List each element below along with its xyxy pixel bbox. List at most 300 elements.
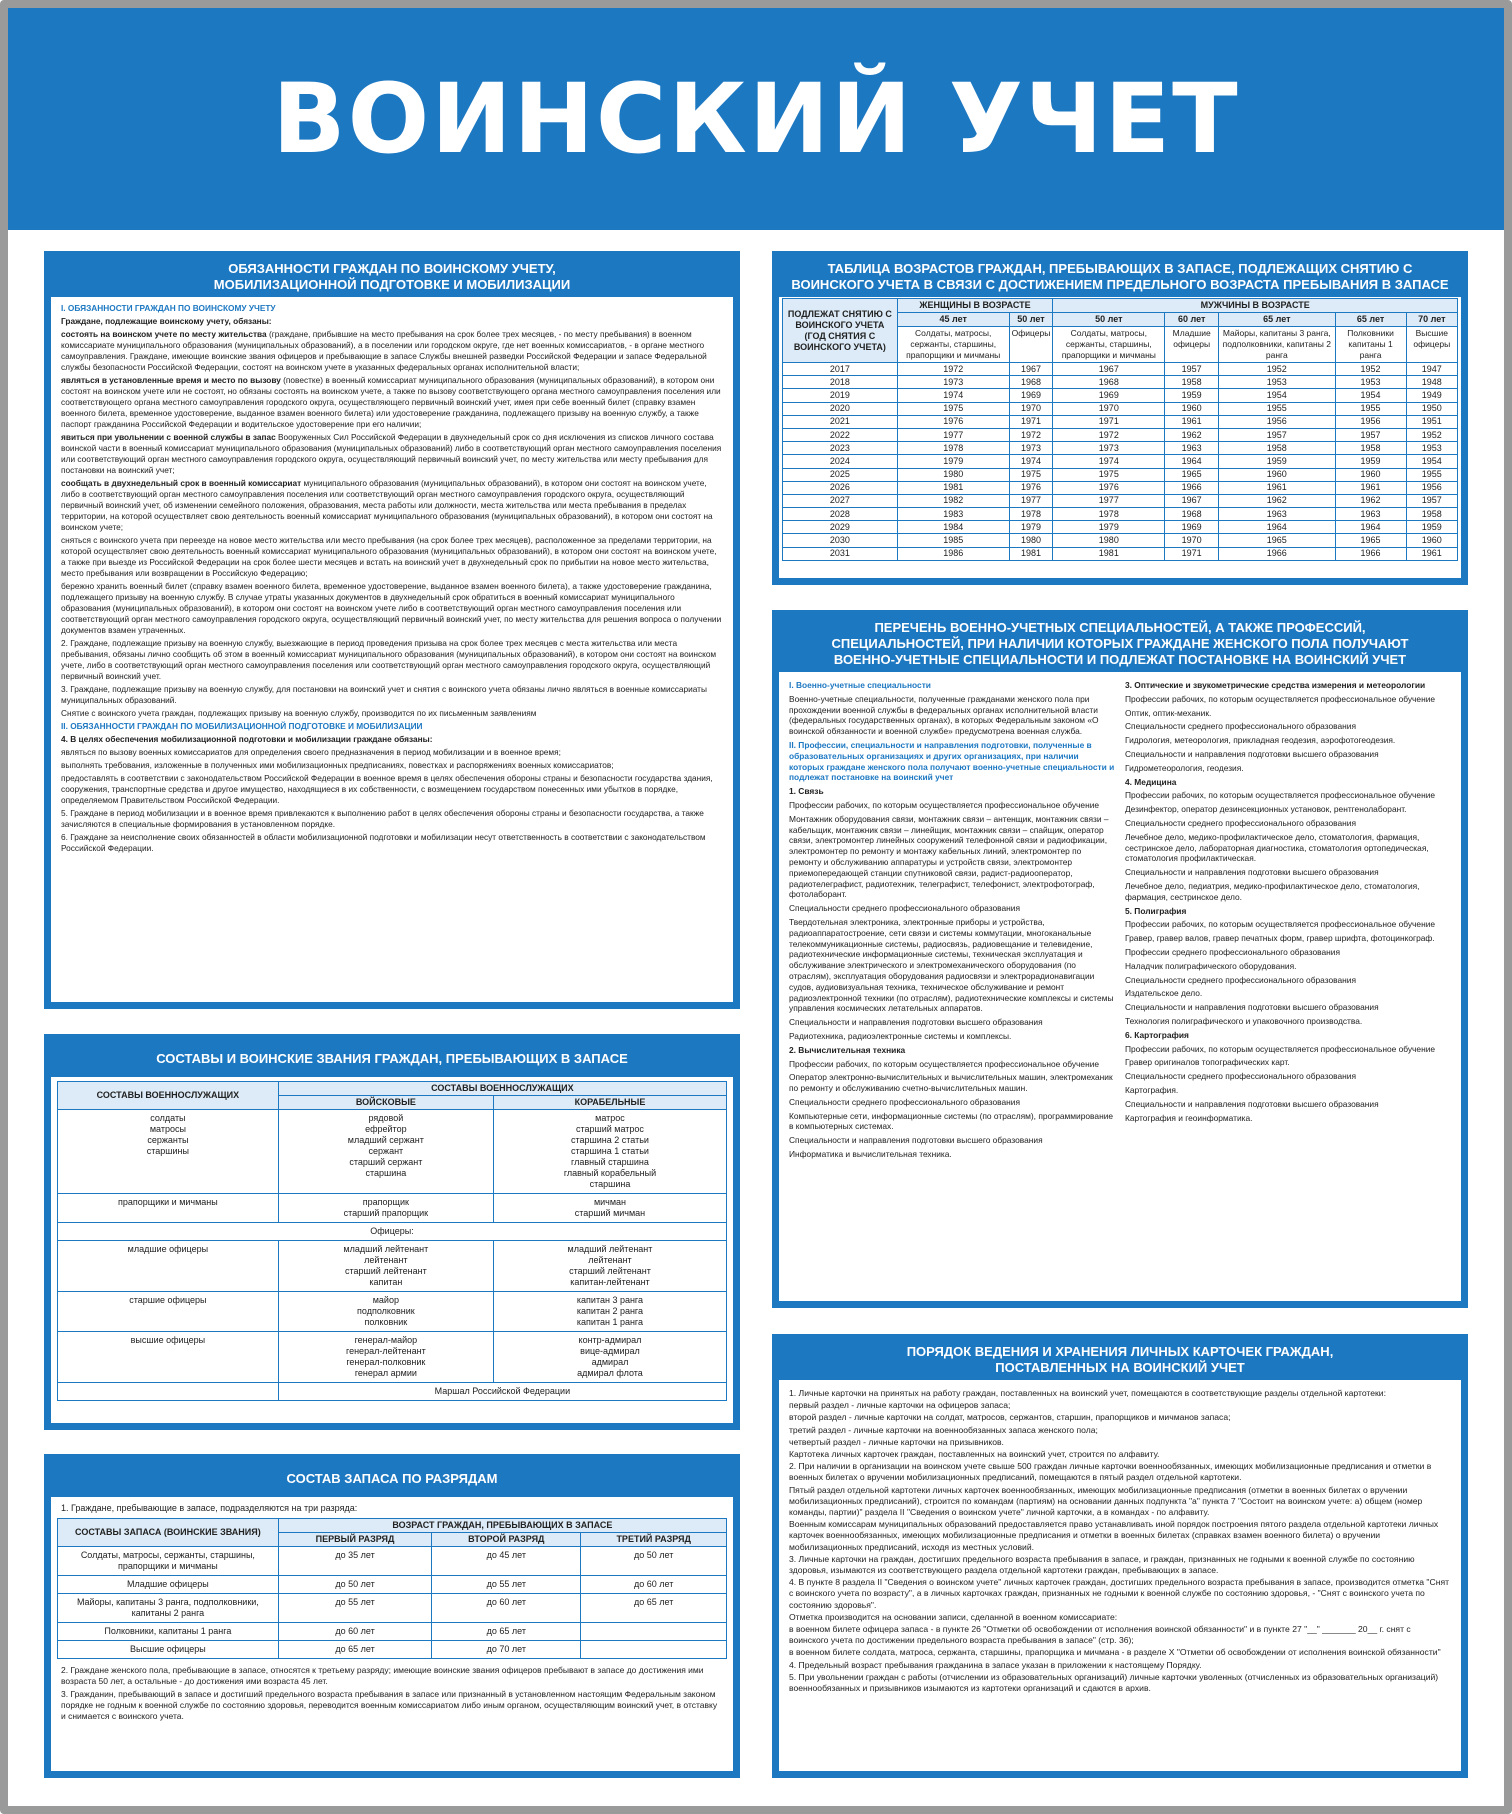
specs-item: Компьютерные сети, информационные системы (по отраслям), программирование в компьютерных системах. bbox=[789, 1110, 1114, 1132]
reserve-cell-r1: до 65 лет bbox=[278, 1641, 432, 1659]
ages-birth-year-cell: 1948 bbox=[1406, 376, 1457, 389]
duties-para: выполнять требования, изложенные в полученных ими мобилизационных предписаниях, повестках и распоряжениях военных комиссариатов; bbox=[61, 760, 614, 770]
table-row bbox=[783, 534, 1458, 547]
specs-item: Гравер, гравер валов, гравер печатных форм, гравер шрифта, фотоцинкограф. bbox=[1125, 933, 1435, 944]
ages-birth-year-cell: 1963 bbox=[1219, 508, 1335, 521]
duties-para: являться по вызову военных комиссариатов для определения своего предназначения в период мобилизации и в военное время; bbox=[61, 747, 561, 757]
ages-panel bbox=[772, 251, 1468, 585]
ages-birth-year-cell: 1977 bbox=[1053, 494, 1165, 507]
ages-age-header: 65 лет bbox=[1219, 313, 1335, 327]
table-row bbox=[58, 1241, 727, 1292]
specs-item: Профессии рабочих, по которым осуществляется профессиональное обучение bbox=[1125, 693, 1436, 704]
reserve-cell-r2: до 60 лет bbox=[432, 1594, 581, 1623]
specs-item: Специальности среднего профессионального образования bbox=[1125, 1071, 1356, 1082]
ages-birth-year-cell: 1950 bbox=[1406, 402, 1457, 415]
ages-birth-year-cell: 1961 bbox=[1219, 481, 1335, 494]
reserve-cell-r3: до 65 лет bbox=[581, 1594, 727, 1623]
ages-year-cell: 2029 bbox=[783, 521, 898, 534]
reserve-cell-name: Младшие офицеры bbox=[58, 1576, 279, 1594]
ages-birth-year-cell: 1961 bbox=[1406, 547, 1457, 560]
ages-birth-year-cell: 1973 bbox=[1009, 442, 1053, 455]
ages-birth-year-cell: 1958 bbox=[1165, 376, 1219, 389]
ages-birth-year-cell: 1970 bbox=[1009, 402, 1053, 415]
cards-para: 4. В пункте 8 раздела II "Сведения о воинском учете" личных карточек граждан, достигших предельного возраста пребывания в запасе, производится отметка "Снят с воинского учета по возрасту", а в личных карточках граждан, признанных не годными к военной службе по состоянию здоровья, - "Снят с воинского учета по состоянию здоровья". bbox=[789, 1577, 1450, 1610]
ranks-cell-army: прапорщик старший прапорщик bbox=[278, 1194, 493, 1223]
ages-birth-year-cell: 1977 bbox=[1009, 494, 1053, 507]
ages-birth-year-cell: 1981 bbox=[1053, 547, 1165, 560]
table-row bbox=[58, 1110, 727, 1194]
ages-birth-year-cell: 1958 bbox=[1219, 442, 1335, 455]
ranks-header-top: СОСТАВЫ ВОЕННОСЛУЖАЩИХ bbox=[278, 1082, 726, 1096]
ages-birth-year-cell: 1957 bbox=[1219, 428, 1335, 441]
ages-birth-year-cell: 1973 bbox=[897, 376, 1009, 389]
ages-category-header: Солдаты, матросы, сержанты, старшины, прапорщики и мичманы bbox=[1053, 327, 1165, 363]
ages-birth-year-cell: 1979 bbox=[897, 455, 1009, 468]
table-row bbox=[783, 521, 1458, 534]
cards-para: второй раздел - личные карточки на солдат, матросов, сержантов, старшин, прапорщиков и мичманов запаса; bbox=[789, 1412, 1231, 1423]
specs-item: I. Военно-учетные специальности bbox=[789, 680, 931, 690]
ages-birth-year-cell: 1960 bbox=[1335, 468, 1406, 481]
duties-para: бережно хранить военный билет (справку взамен военного билета, временное удостоверение, выданное взамен военного билета), а также удостоверение гражданина, подлежащего призыву на военную службу. В случае утраты указанных документов в двухнедельный срок обратиться в военный комиссариат муниципального образования (муниципальных образований), в котором они состоят на воинском учете либо в соответствующий орган местного самоуправления поселения или соответствующий орган местного самоуправления городского округа, осуществляющий первичный воинский учет, по месту жительства для решения вопроса о получении документов взамен утраченных. bbox=[61, 581, 722, 635]
ages-birth-year-cell: 1953 bbox=[1335, 376, 1406, 389]
ranks-cell-comp: старшие офицеры bbox=[58, 1292, 279, 1332]
duties-panel bbox=[44, 251, 740, 1009]
ages-birth-year-cell: 1974 bbox=[1009, 455, 1053, 468]
duties-para: Снятие с воинского учета граждан, подлежащих призыву на военную службу, производится по их письменным заявлениям bbox=[61, 708, 537, 718]
specs-item: Оптик, оптик-механик. bbox=[1125, 707, 1212, 718]
reserve-cell-r3 bbox=[581, 1623, 727, 1641]
specs-item: Профессии рабочих, по которым осуществляется профессиональное обучение bbox=[789, 799, 1100, 810]
specs-column-right bbox=[1125, 680, 1451, 1163]
reserve-cell-r1: до 60 лет bbox=[278, 1623, 432, 1641]
ages-birth-year-cell: 1959 bbox=[1165, 389, 1219, 402]
duties-para: 3. Граждане, подлежащие призыву на военную службу, для постановки на воинский учет и снятия с воинского учета обязаны лично являться в военные комиссариаты муниципальных образований. bbox=[61, 684, 707, 705]
ages-year-cell: 2021 bbox=[783, 415, 898, 428]
reserve-panel bbox=[44, 1454, 740, 1778]
reserve-header-3: ТРЕТИЙ РАЗРЯД bbox=[581, 1533, 727, 1547]
ages-year-cell: 2023 bbox=[783, 442, 898, 455]
ranks-cell-navy: матрос старший матрос старшина 2 статьи старшина 1 статьи главный старшина главный корабельный старшина bbox=[493, 1110, 726, 1194]
ages-birth-year-cell: 1964 bbox=[1335, 521, 1406, 534]
specs-item: Картография и геоинформатика. bbox=[1125, 1112, 1253, 1123]
cards-title: ПОРЯДОК ВЕДЕНИЯ И ХРАНЕНИЯ ЛИЧНЫХ КАРТОЧЕК ГРАЖДАН, ПОСТАВЛЕННЫХ НА ВОИНСКИЙ УЧЕТ bbox=[779, 1341, 1461, 1380]
ages-birth-year-cell: 1977 bbox=[897, 428, 1009, 441]
ages-birth-year-cell: 1953 bbox=[1219, 376, 1335, 389]
ranks-cell-army: генерал-майор генерал-лейтенант генерал-полковник генерал армии bbox=[278, 1332, 493, 1383]
specs-item: 1. Связь bbox=[789, 786, 824, 797]
ages-birth-year-cell: 1984 bbox=[897, 521, 1009, 534]
table-row bbox=[58, 1332, 727, 1383]
ages-birth-year-cell: 1957 bbox=[1335, 428, 1406, 441]
ages-birth-year-cell: 1964 bbox=[1165, 455, 1219, 468]
ages-birth-year-cell: 1970 bbox=[1165, 534, 1219, 547]
duties-para: 2. Граждане, подлежащие призыву на военную службу, выезжающие в период проведения призыва на срок более трех месяцев с места жительства или места пребывания, обязаны лично сообщить об этом в военный комиссариат муниципального образования (муниципальных образований), в котором они состоят на воинском учете, либо в соответствующий орган местного самоуправления поселения или соответствующий орган местного самоуправления городского округа, осуществляющий первичный воинский учет. bbox=[61, 638, 717, 681]
duties-para: предоставлять в соответствии с законодательством Российской Федерации в военное время в целях обеспечения обороны страны и безопасности государства здания, сооружения, транспортные средства и другое имущество, находящиеся в их собственности, с возмещением государством понесенных ими убытков в порядке, определяемом Правительством Российской Федерации. bbox=[61, 773, 713, 805]
ranks-cell-comp: высшие офицеры bbox=[58, 1332, 279, 1383]
ages-birth-year-cell: 1951 bbox=[1406, 415, 1457, 428]
ages-birth-year-cell: 1957 bbox=[1165, 363, 1219, 376]
table-row bbox=[58, 1292, 727, 1332]
reserve-title: СОСТАВ ЗАПАСА ПО РАЗРЯДАМ bbox=[51, 1461, 733, 1497]
specs-item: Специальности среднего профессионального образования bbox=[789, 1096, 1020, 1107]
ages-birth-year-cell: 1971 bbox=[1053, 415, 1165, 428]
duties-para: 6. Граждане за неисполнение своих обязанностей в области мобилизационной подготовки и мобилизации несут ответственность в соответствии с законодательством Российской Федерации. bbox=[61, 832, 706, 853]
cards-para: Военным комиссарам муниципальных образований предоставляется право устанавливать иной порядок построения пятого раздела отдельной картотеки личных карточек военнообязанных, имеющих мобилизационные предписания и отметки в военных билетах (справках взамен военного билета) о вручении мобилизационных предписаний, исходя из местных условий. bbox=[789, 1519, 1439, 1552]
ranks-officers-label: Офицеры: bbox=[58, 1223, 727, 1241]
ages-birth-year-cell: 1979 bbox=[1009, 521, 1053, 534]
ages-birth-year-cell: 1972 bbox=[897, 363, 1009, 376]
duties-section-2: II. ОБЯЗАННОСТИ ГРАЖДАН ПО МОБИЛИЗАЦИОННОЙ ПОДГОТОВКЕ И МОБИЛИЗАЦИИ bbox=[61, 721, 423, 731]
ages-birth-year-cell: 1960 bbox=[1219, 468, 1335, 481]
table-row bbox=[58, 1594, 727, 1623]
ages-birth-year-cell: 1956 bbox=[1335, 415, 1406, 428]
specs-item: 3. Оптические и звукометрические средства измерения и метеорологии bbox=[1125, 680, 1426, 690]
ranks-marshal-row bbox=[58, 1383, 727, 1401]
ages-birth-year-cell: 1974 bbox=[897, 389, 1009, 402]
ages-year-cell: 2018 bbox=[783, 376, 898, 389]
ages-birth-year-cell: 1980 bbox=[1053, 534, 1165, 547]
table-row bbox=[783, 415, 1458, 428]
ages-birth-year-cell: 1965 bbox=[1165, 468, 1219, 481]
ages-birth-year-cell: 1952 bbox=[1335, 363, 1406, 376]
ages-birth-year-cell: 1969 bbox=[1009, 389, 1053, 402]
ages-birth-year-cell: 1971 bbox=[1165, 547, 1219, 560]
specs-item: Специальности и направления подготовки высшего образования bbox=[789, 1135, 1043, 1146]
reserve-header-top: ВОЗРАСТ ГРАЖДАН, ПРЕБЫВАЮЩИХ В ЗАПАСЕ bbox=[278, 1519, 726, 1533]
ages-birth-year-cell: 1976 bbox=[1053, 481, 1165, 494]
ages-birth-year-cell: 1967 bbox=[1165, 494, 1219, 507]
ranks-marshal-label: Маршал Российской Федерации bbox=[278, 1383, 726, 1401]
ages-birth-year-cell: 1982 bbox=[897, 494, 1009, 507]
cards-para: третий раздел - личные карточки на военнообязанных запаса женского пола; bbox=[789, 1424, 1098, 1435]
ages-birth-year-cell: 1978 bbox=[1053, 508, 1165, 521]
ages-year-cell: 2026 bbox=[783, 481, 898, 494]
ages-birth-year-cell: 1980 bbox=[1009, 534, 1053, 547]
specs-item: Специальности среднего профессионального образования bbox=[1125, 974, 1356, 985]
ages-category-header: Младшие офицеры bbox=[1165, 327, 1219, 363]
reserve-note-2: 2. Граждане женского пола, пребывающие в запасе, относятся к третьему разряду; имеющие воинские звания офицеров пребывают в запасе до достижения ими возраста 50 лет, а остальные - до достижения ими возраста 45 лет. bbox=[61, 1665, 704, 1686]
reserve-cell-r1: до 55 лет bbox=[278, 1594, 432, 1623]
ages-birth-year-cell: 1980 bbox=[897, 468, 1009, 481]
specs-item: Специальности среднего профессионального образования bbox=[1125, 721, 1356, 732]
cards-para: Отметка производится на основании записи, сделанной в военном комиссариате: bbox=[789, 1611, 1118, 1622]
specs-item: Гравер оригиналов топографических карт. bbox=[1125, 1057, 1290, 1068]
ages-age-header: 50 лет bbox=[1053, 313, 1165, 327]
table-row bbox=[58, 1194, 727, 1223]
ranks-panel bbox=[44, 1034, 740, 1430]
ages-year-cell: 2020 bbox=[783, 402, 898, 415]
ages-header-year: ПОДЛЕЖАТ СНЯТИЮ С ВОИНСКОГО УЧЕТА (ГОД СНЯТИЯ С ВОИНСКОГО УЧЕТА) bbox=[783, 299, 898, 363]
reserve-cell-name: Полковники, капитаны 1 ранга bbox=[58, 1623, 279, 1641]
duties-para: сообщать в двухнедельный срок в военный комиссариат муниципального образования (муниципальных образований), в котором они состоят на воинском учете, либо в соответствующий орган местного самоуправления поселения или соответствующий орган местного самоуправления городского округа, осуществляющий первичный воинский учет, об изменении семейного положения, образования, места работы или должности, места жительства или места пребывания в пределах территории, на которой осуществляет свою деятельность военный комиссариат муниципального образования (муниципальных образований), в котором они состоят на воинском учете; bbox=[61, 478, 713, 532]
cards-para: первый раздел - личные карточки на офицеров запаса; bbox=[789, 1400, 1011, 1411]
reserve-header-1: ПЕРВЫЙ РАЗРЯД bbox=[278, 1533, 432, 1547]
ages-year-cell: 2019 bbox=[783, 389, 898, 402]
duties-para: 4. В целях обеспечения мобилизационной подготовки и мобилизации граждане обязаны: bbox=[61, 734, 433, 744]
ages-birth-year-cell: 1962 bbox=[1335, 494, 1406, 507]
table-row bbox=[783, 494, 1458, 507]
ages-birth-year-cell: 1954 bbox=[1406, 455, 1457, 468]
ages-birth-year-cell: 1959 bbox=[1219, 455, 1335, 468]
header-banner bbox=[8, 8, 1504, 230]
ranks-header-army: ВОЙСКОВЫЕ bbox=[278, 1096, 493, 1110]
table-row bbox=[783, 376, 1458, 389]
specs-item: Специальности среднего профессионального образования bbox=[1125, 817, 1356, 828]
ages-birth-year-cell: 1966 bbox=[1219, 547, 1335, 560]
ages-birth-year-cell: 1981 bbox=[897, 481, 1009, 494]
ages-birth-year-cell: 1963 bbox=[1335, 508, 1406, 521]
reserve-cell-r2: до 70 лет bbox=[432, 1641, 581, 1659]
table-row bbox=[783, 455, 1458, 468]
ranks-cell-army: майор подполковник полковник bbox=[278, 1292, 493, 1332]
ages-birth-year-cell: 1958 bbox=[1335, 442, 1406, 455]
specs-item: Картография. bbox=[1125, 1084, 1179, 1095]
specs-item: Профессии среднего профессионального образования bbox=[1125, 946, 1340, 957]
ages-birth-year-cell: 1971 bbox=[1009, 415, 1053, 428]
table-row bbox=[58, 1623, 727, 1641]
reserve-cell-r3 bbox=[581, 1641, 727, 1659]
specs-column-left bbox=[789, 680, 1115, 1163]
duties-section-1: I. ОБЯЗАННОСТИ ГРАЖДАН ПО ВОИНСКОМУ УЧЕТУ bbox=[61, 303, 276, 313]
ages-birth-year-cell: 1952 bbox=[1406, 428, 1457, 441]
ages-age-header: 60 лет bbox=[1165, 313, 1219, 327]
duties-para: состоять на воинском учете по месту жительства (граждане, прибывшие на место пребывания на срок более трех месяцев, - по месту пребывания) в военном комиссариате муниципального образования (муниципальных образований), а в поселении или городском округе, где нет военных комиссариатов, - в органе местного самоуправления. Граждане, имеющие воинские звания офицеров и пребывающие в запасе Службы внешней разведки Российской Федерации и запасе Федеральной службы безопасности Российской Федерации, состоят на воинском учете в указанных федеральных органах исполнительной власти; bbox=[61, 329, 707, 372]
ages-category-header: Майоры, капитаны 3 ранга, подполковники, капитаны 2 ранга bbox=[1219, 327, 1335, 363]
ages-birth-year-cell: 1965 bbox=[1219, 534, 1335, 547]
ranks-header-navy: КОРАБЕЛЬНЫЕ bbox=[493, 1096, 726, 1110]
ranks-cell-comp: прапорщики и мичманы bbox=[58, 1194, 279, 1223]
duties-title: ОБЯЗАННОСТИ ГРАЖДАН ПО ВОИНСКОМУ УЧЕТУ, МОБИЛИЗАЦИОННОЙ ПОДГОТОВКЕ И МОБИЛИЗАЦИИ bbox=[51, 258, 733, 297]
ranks-cell-army: младший лейтенант лейтенант старший лейтенант капитан bbox=[278, 1241, 493, 1292]
ages-birth-year-cell: 1966 bbox=[1165, 481, 1219, 494]
specs-item: Специальности и направления подготовки высшего образования bbox=[1125, 748, 1379, 759]
ages-birth-year-cell: 1964 bbox=[1219, 521, 1335, 534]
cards-para: 3. Личные карточки на граждан, достигших предельного возраста пребывания в запасе, и граждан, признанных не годными к военной службе по состоянию здоровья, изымаются из соответствующего раздела отдельной картотеки граждан, пребывающих в запасе. bbox=[789, 1553, 1415, 1576]
ages-birth-year-cell: 1985 bbox=[897, 534, 1009, 547]
reserve-table bbox=[57, 1518, 727, 1659]
duties-lead: Граждане, подлежащие воинскому учету, обязаны: bbox=[61, 316, 272, 326]
ranks-officers-row bbox=[58, 1223, 727, 1241]
specs-item: Гидрология, метеорология, прикладная геодезия, аэрофотогеодезия. bbox=[1125, 735, 1396, 746]
ages-category-header: Высшие офицеры bbox=[1406, 327, 1457, 363]
duties-para: явиться при увольнении с военной службы в запас Вооруженных Сил Российской Федерации в двухнедельный срок со дня исключения из списков личного состава воинской части в военный комиссариат муниципального образования (муниципальных образований) либо в соответствующий орган местного самоуправления поселения или соответствующий орган местного самоуправления городского округа, осуществляющий первичный воинский учет, по месту жительства или месту пребывания для постановки на воинский учет; bbox=[61, 432, 722, 475]
reserve-intro: 1. Граждане, пребывающие в запасе, подразделяются на три разряда: bbox=[61, 1503, 358, 1513]
specs-item: Информатика и вычислительная техника. bbox=[789, 1149, 952, 1160]
ages-age-header: 50 лет bbox=[1009, 313, 1053, 327]
ages-year-cell: 2028 bbox=[783, 508, 898, 521]
ages-birth-year-cell: 1962 bbox=[1219, 494, 1335, 507]
ages-birth-year-cell: 1986 bbox=[897, 547, 1009, 560]
table-row bbox=[58, 1641, 727, 1659]
duties-para: сняться с воинского учета при переезде на новое место жительства или место пребывания (на срок более трех месяцев), расположенное за пределами территории, на которой осуществляет свою деятельность военный комиссариат муниципального образования (муниципальных образований), в котором они состоят на воинском учете, а также при выезде из Российской Федерации на срок более шести месяцев и встать на воинский учет в двухнедельный срок по прибытии на новое место жительства, место пребывания или возвращении в Российскую Федерацию; bbox=[61, 535, 717, 578]
ages-year-cell: 2022 bbox=[783, 428, 898, 441]
ages-birth-year-cell: 1975 bbox=[897, 402, 1009, 415]
ages-birth-year-cell: 1954 bbox=[1219, 389, 1335, 402]
specs-item: Наладчик полиграфического оборудования. bbox=[1125, 960, 1297, 971]
specs-item: Твердотельная электроника, электронные приборы и устройства, радиоаппаратостроение, сети связи и системы коммутации, многоканальные телекоммуникационные системы, радиосвязь, радиовещание и телевидение, радиотехнические информационные системы, техническая эксплуатация и обслуживание электрического и электромеханического оборудования (по отраслям), эксплуатация оборудования радиосвязи и электрорадионавигации судов, аудиовизуальная техника, техническое обслуживание и ремонт радиоэлектронной техники (по отраслям), радиотехнические комплексы и системы управления космических летательных аппаратов. bbox=[789, 916, 1114, 1014]
ages-birth-year-cell: 1947 bbox=[1406, 363, 1457, 376]
ages-year-cell: 2027 bbox=[783, 494, 898, 507]
ages-birth-year-cell: 1978 bbox=[897, 442, 1009, 455]
ages-birth-year-cell: 1959 bbox=[1406, 521, 1457, 534]
ages-birth-year-cell: 1956 bbox=[1219, 415, 1335, 428]
cards-para: 1. Личные карточки на принятых на работу граждан, поставленных на воинский учет, помещаются в соответствующие разделы отдельной картотеки: bbox=[789, 1388, 1386, 1398]
ages-birth-year-cell: 1972 bbox=[1009, 428, 1053, 441]
ages-birth-year-cell: 1953 bbox=[1406, 442, 1457, 455]
ages-birth-year-cell: 1955 bbox=[1335, 402, 1406, 415]
table-row bbox=[58, 1547, 727, 1576]
duties-para: 5. Граждане в период мобилизации и в военное время привлекаются к выполнению работ в целях обеспечения обороны страны и безопасности государства, а также зачисляются в специальные формирования в установленном порядке. bbox=[61, 808, 704, 829]
reserve-header-2: ВТОРОЙ РАЗРЯД bbox=[432, 1533, 581, 1547]
ages-birth-year-cell: 1974 bbox=[1053, 455, 1165, 468]
ages-birth-year-cell: 1976 bbox=[897, 415, 1009, 428]
specs-panel bbox=[772, 610, 1468, 1308]
specs-item: Оператор электронно-вычислительных и вычислительных машин, электромеханик по ремонту и обслуживанию счетно-вычислительных машин. bbox=[789, 1072, 1113, 1094]
ages-year-cell: 2031 bbox=[783, 547, 898, 560]
ages-birth-year-cell: 1962 bbox=[1165, 428, 1219, 441]
cards-panel bbox=[772, 1334, 1468, 1778]
ages-birth-year-cell: 1973 bbox=[1053, 442, 1165, 455]
specs-item: Лечебное дело, медико-профилактическое дело, стоматология, фармация, сестринское дело, лабораторная диагностика, стоматология ортопедическая, стоматология профилактическая. bbox=[1125, 831, 1429, 864]
specs-item: Монтажник оборудования связи, монтажник связи – антенщик, монтажник связи – кабельщик, монтажник связи – линейщик, монтажник связи – спайщик, оператор связи, электромонтер линейных сооружений телефонной связи и радиофикации, электромонтер по ремонту и монтажу кабельных линий, электромонтер по ремонту и обслуживанию аппаратуры и устройств связи, электромонтер приемопередающей станции спутниковой связи, радист-радиооператор, радиотелеграфист, радиотехник, телеграфист, телефонист, электрофотограф, фотолаборант. bbox=[789, 813, 1109, 900]
ages-birth-year-cell: 1965 bbox=[1335, 534, 1406, 547]
ages-age-header: 70 лет bbox=[1406, 313, 1457, 327]
table-row bbox=[783, 428, 1458, 441]
ages-birth-year-cell: 1969 bbox=[1165, 521, 1219, 534]
reserve-cell-name: Высшие офицеры bbox=[58, 1641, 279, 1659]
ages-birth-year-cell: 1975 bbox=[1009, 468, 1053, 481]
ages-birth-year-cell: 1949 bbox=[1406, 389, 1457, 402]
reserve-header-left: СОСТАВЫ ЗАПАСА (ВОИНСКИЕ ЗВАНИЯ) bbox=[58, 1519, 279, 1547]
ages-header-women: ЖЕНЩИНЫ В ВОЗРАСТЕ bbox=[897, 299, 1053, 313]
reserve-note-3: 3. Гражданин, пребывающий в запасе и достигший предельного возраста пребывания в запасе или признанный в установленном настоящим Федеральным законом порядке не годным к военной службе по состоянию здоровья, переводится военным комиссариатом либо иным органом, осуществляющим воинский учет, в отставку и снимается с воинского учета. bbox=[61, 1689, 718, 1721]
ages-birth-year-cell: 1961 bbox=[1165, 415, 1219, 428]
table-row bbox=[783, 402, 1458, 415]
specs-item: Профессии рабочих, по которым осуществляется профессиональное обучение bbox=[1125, 790, 1436, 801]
specs-item: Радиотехника, радиоэлектронные системы и комплексы. bbox=[789, 1030, 1012, 1041]
reserve-cell-r1: до 35 лет bbox=[278, 1547, 432, 1576]
table-row bbox=[783, 468, 1458, 481]
ranks-header-left: СОСТАВЫ ВОЕННОСЛУЖАЩИХ bbox=[58, 1082, 279, 1110]
cards-para: четвертый раздел - личные карточки на призывников. bbox=[789, 1436, 1004, 1447]
ranks-cell-navy: младший лейтенант лейтенант старший лейтенант капитан-лейтенант bbox=[493, 1241, 726, 1292]
ranks-cell-comp: солдаты матросы сержанты старшины bbox=[58, 1110, 279, 1194]
ages-birth-year-cell: 1978 bbox=[1009, 508, 1053, 521]
table-row bbox=[783, 363, 1458, 376]
specs-item: Специальности и направления подготовки высшего образования bbox=[1125, 867, 1379, 878]
specs-item: Технология полиграфического и упаковочного производства. bbox=[1125, 1015, 1363, 1026]
ages-birth-year-cell: 1961 bbox=[1335, 481, 1406, 494]
ages-age-header: 65 лет bbox=[1335, 313, 1406, 327]
specs-title: ПЕРЕЧЕНЬ ВОЕННО-УЧЕТНЫХ СПЕЦИАЛЬНОСТЕЙ, А ТАКЖЕ ПРОФЕССИЙ, СПЕЦИАЛЬНОСТЕЙ, ПРИ НАЛИЧИИ КОТОРЫХ ГРАЖДАНЕ ЖЕНСКОГО ПОЛА ПОЛУЧАЮТ ВОЕННО-УЧЕТНЫЕ СПЕЦИАЛЬНОСТИ И ПОДЛЕЖАТ ПОСТАНОВКЕ НА ВОИНСКИЙ УЧЕТ bbox=[779, 617, 1461, 672]
specs-item: Гидрометеорология, геодезия. bbox=[1125, 762, 1244, 773]
ages-birth-year-cell: 1969 bbox=[1053, 389, 1165, 402]
specs-item: 4. Медицина bbox=[1125, 776, 1177, 787]
ages-birth-year-cell: 1960 bbox=[1165, 402, 1219, 415]
ages-header-men: МУЖЧИНЫ В ВОЗРАСТЕ bbox=[1053, 299, 1458, 313]
specs-item: Специальности и направления подготовки высшего образования bbox=[789, 1017, 1043, 1028]
ages-birth-year-cell: 1968 bbox=[1053, 376, 1165, 389]
specs-item: Профессии рабочих, по которым осуществляется профессиональное обучение bbox=[789, 1058, 1100, 1069]
ranks-cell-army: рядовой ефрейтор младший сержант сержант старший сержант старшина bbox=[278, 1110, 493, 1194]
ages-birth-year-cell: 1957 bbox=[1406, 494, 1457, 507]
ages-birth-year-cell: 1981 bbox=[1009, 547, 1053, 560]
reserve-cell-r3: до 50 лет bbox=[581, 1547, 727, 1576]
reserve-cell-r2: до 55 лет bbox=[432, 1576, 581, 1594]
ages-birth-year-cell: 1967 bbox=[1053, 363, 1165, 376]
specs-item: Профессии рабочих, по которым осуществляется профессиональное обучение bbox=[1125, 919, 1436, 930]
specs-item: 2. Вычислительная техника bbox=[789, 1044, 906, 1055]
ages-birth-year-cell: 1959 bbox=[1335, 455, 1406, 468]
table-row bbox=[783, 442, 1458, 455]
ages-birth-year-cell: 1970 bbox=[1053, 402, 1165, 415]
duties-para: являться в установленные время и место по вызову (повестке) в военный комиссариат муниципального образования (муниципальных образований), в котором они состоят на воинском учете или не состоят, но обязаны состоять на воинском учете, а также по вызову соответствующего органа местного самоуправления поселения или соответствующего органа местного самоуправления городского округа, осуществляющего первичный воинский учет, имея при себе военный билет (справку взамен военного билета, временное удостоверение, выданное взамен военного билета) или удостоверение гражданина, подлежащего призыву на военную службу, а также паспорт гражданина Российской Федерации и водительское удостоверение при его наличии; bbox=[61, 375, 721, 429]
reserve-cell-r1: до 50 лет bbox=[278, 1576, 432, 1594]
ages-category-header: Полковники капитаны 1 ранга bbox=[1335, 327, 1406, 363]
ages-birth-year-cell: 1968 bbox=[1165, 508, 1219, 521]
table-row bbox=[783, 389, 1458, 402]
cards-para: в военном билете солдата, матроса, сержанта, старшины, прапорщика и мичмана - в разделе X "Отметки об освобождении от исполнения воинской обязанности" bbox=[789, 1647, 1441, 1658]
ages-age-header: 45 лет bbox=[897, 313, 1009, 327]
ages-birth-year-cell: 1956 bbox=[1406, 481, 1457, 494]
ages-birth-year-cell: 1960 bbox=[1406, 534, 1457, 547]
ages-table bbox=[782, 298, 1458, 561]
ranks-table bbox=[57, 1081, 727, 1401]
reserve-cell-r2: до 65 лет bbox=[432, 1623, 581, 1641]
ranks-cell-navy: мичман старший мичман bbox=[493, 1194, 726, 1223]
cards-para: Картотека личных карточек граждан, поставленных на воинский учет, строится по алфавиту. bbox=[789, 1449, 1160, 1460]
cards-para: 5. При увольнении граждан с работы (отчислении из образовательных организаций) личные карточки уволенных (отчисленных из образовательных организаций) военнообязанных и призывников изымаются из картотеки организаций и сдаются в архив. bbox=[789, 1671, 1439, 1694]
ages-birth-year-cell: 1952 bbox=[1219, 363, 1335, 376]
specs-item: II. Профессии, специальности и направления подготовки, полученные в образовательных организациях и других организациях, при наличии которых граждане женского пола получают военно-учетные специальности и подлежат постановке на воинский учет bbox=[789, 739, 1115, 783]
ages-birth-year-cell: 1967 bbox=[1009, 363, 1053, 376]
specs-item: Специальности и направления подготовки высшего образования bbox=[1125, 1002, 1379, 1013]
ranks-cell-navy: капитан 3 ранга капитан 2 ранга капитан 1 ранга bbox=[493, 1292, 726, 1332]
specs-item: Военно-учетные специальности, полученные гражданами женского пола при прохождении военной службы в федеральных органах исполнительной власти (федеральных государственных органах), в которых Федеральным законом «О воинской обязанности и военной службе» предусмотрена военная служба. bbox=[789, 693, 1099, 737]
specs-item: Лечебное дело, педиатрия, медико-профилактическое дело, стоматология, фармация, сестринское дело. bbox=[1125, 880, 1420, 902]
cards-para: Пятый раздел отдельной картотеки личных карточек военнообязанных, имеющих мобилизационные предписания (отметки в военных билетах о вручении мобилизационных предписаний), строится по командам (партиям) на основании данных подпункта "а" пункта 7 "Состоит на воинском учете: а) общем (номер команды, партии)" раздела II "Сведения о воинском учете" личной карточки, а в командах - по алфавиту. bbox=[789, 1484, 1423, 1518]
ages-birth-year-cell: 1968 bbox=[1009, 376, 1053, 389]
cards-para: 2. При наличии в организации на воинском учете свыше 500 граждан личные карточки военнообязанных, имеющих мобилизационные предписания и отметки в военных билетах о вручении мобилизационных предписаний, помещаются в пятый раздел отдельной картотеки. bbox=[789, 1461, 1432, 1483]
specs-item: Дезинфектор, оператор дезинсекционных установок, рентгенолаборант. bbox=[1125, 804, 1407, 815]
ages-birth-year-cell: 1963 bbox=[1165, 442, 1219, 455]
cards-para: 4. Предельный возраст пребывания гражданина в запасе указан в приложении к настоящему Порядку. bbox=[789, 1659, 1202, 1670]
ages-birth-year-cell: 1954 bbox=[1335, 389, 1406, 402]
ages-year-cell: 2024 bbox=[783, 455, 898, 468]
ages-birth-year-cell: 1975 bbox=[1053, 468, 1165, 481]
ages-birth-year-cell: 1955 bbox=[1219, 402, 1335, 415]
table-row bbox=[783, 547, 1458, 560]
specs-item: Специальности и направления подготовки высшего образования bbox=[1125, 1098, 1379, 1109]
specs-item: 6. Картография bbox=[1125, 1029, 1189, 1040]
table-row bbox=[783, 481, 1458, 494]
page-title: ВОИНСКИЙ УЧЕТ bbox=[272, 63, 1240, 175]
specs-item: Специальности среднего профессионального образования bbox=[789, 903, 1020, 914]
ages-birth-year-cell: 1955 bbox=[1406, 468, 1457, 481]
ages-category-header: Солдаты, матросы, сержанты, старшины, прапорщики и мичманы bbox=[897, 327, 1009, 363]
ages-year-cell: 2030 bbox=[783, 534, 898, 547]
ranks-cell-navy: контр-адмирал вице-адмирал адмирал адмирал флота bbox=[493, 1332, 726, 1383]
ages-birth-year-cell: 1972 bbox=[1053, 428, 1165, 441]
ages-birth-year-cell: 1983 bbox=[897, 508, 1009, 521]
ages-birth-year-cell: 1976 bbox=[1009, 481, 1053, 494]
ages-title: ТАБЛИЦА ВОЗРАСТОВ ГРАЖДАН, ПРЕБЫВАЮЩИХ В ЗАПАСЕ, ПОДЛЕЖАЩИХ СНЯТИЮ С ВОИНСКОГО УЧЕТА В СВЯЗИ С ДОСТИЖЕНИЕМ ПРЕДЕЛЬНОГО ВОЗРАСТА ПРЕБЫВАНИЯ В ЗАПАСЕ bbox=[779, 258, 1461, 297]
ranks-cell-comp: младшие офицеры bbox=[58, 1241, 279, 1292]
reserve-cell-name: Солдаты, матросы, сержанты, старшины, прапорщики и мичманы bbox=[58, 1547, 279, 1576]
ages-year-cell: 2025 bbox=[783, 468, 898, 481]
table-row bbox=[58, 1576, 727, 1594]
ages-category-header: Офицеры bbox=[1009, 327, 1053, 363]
